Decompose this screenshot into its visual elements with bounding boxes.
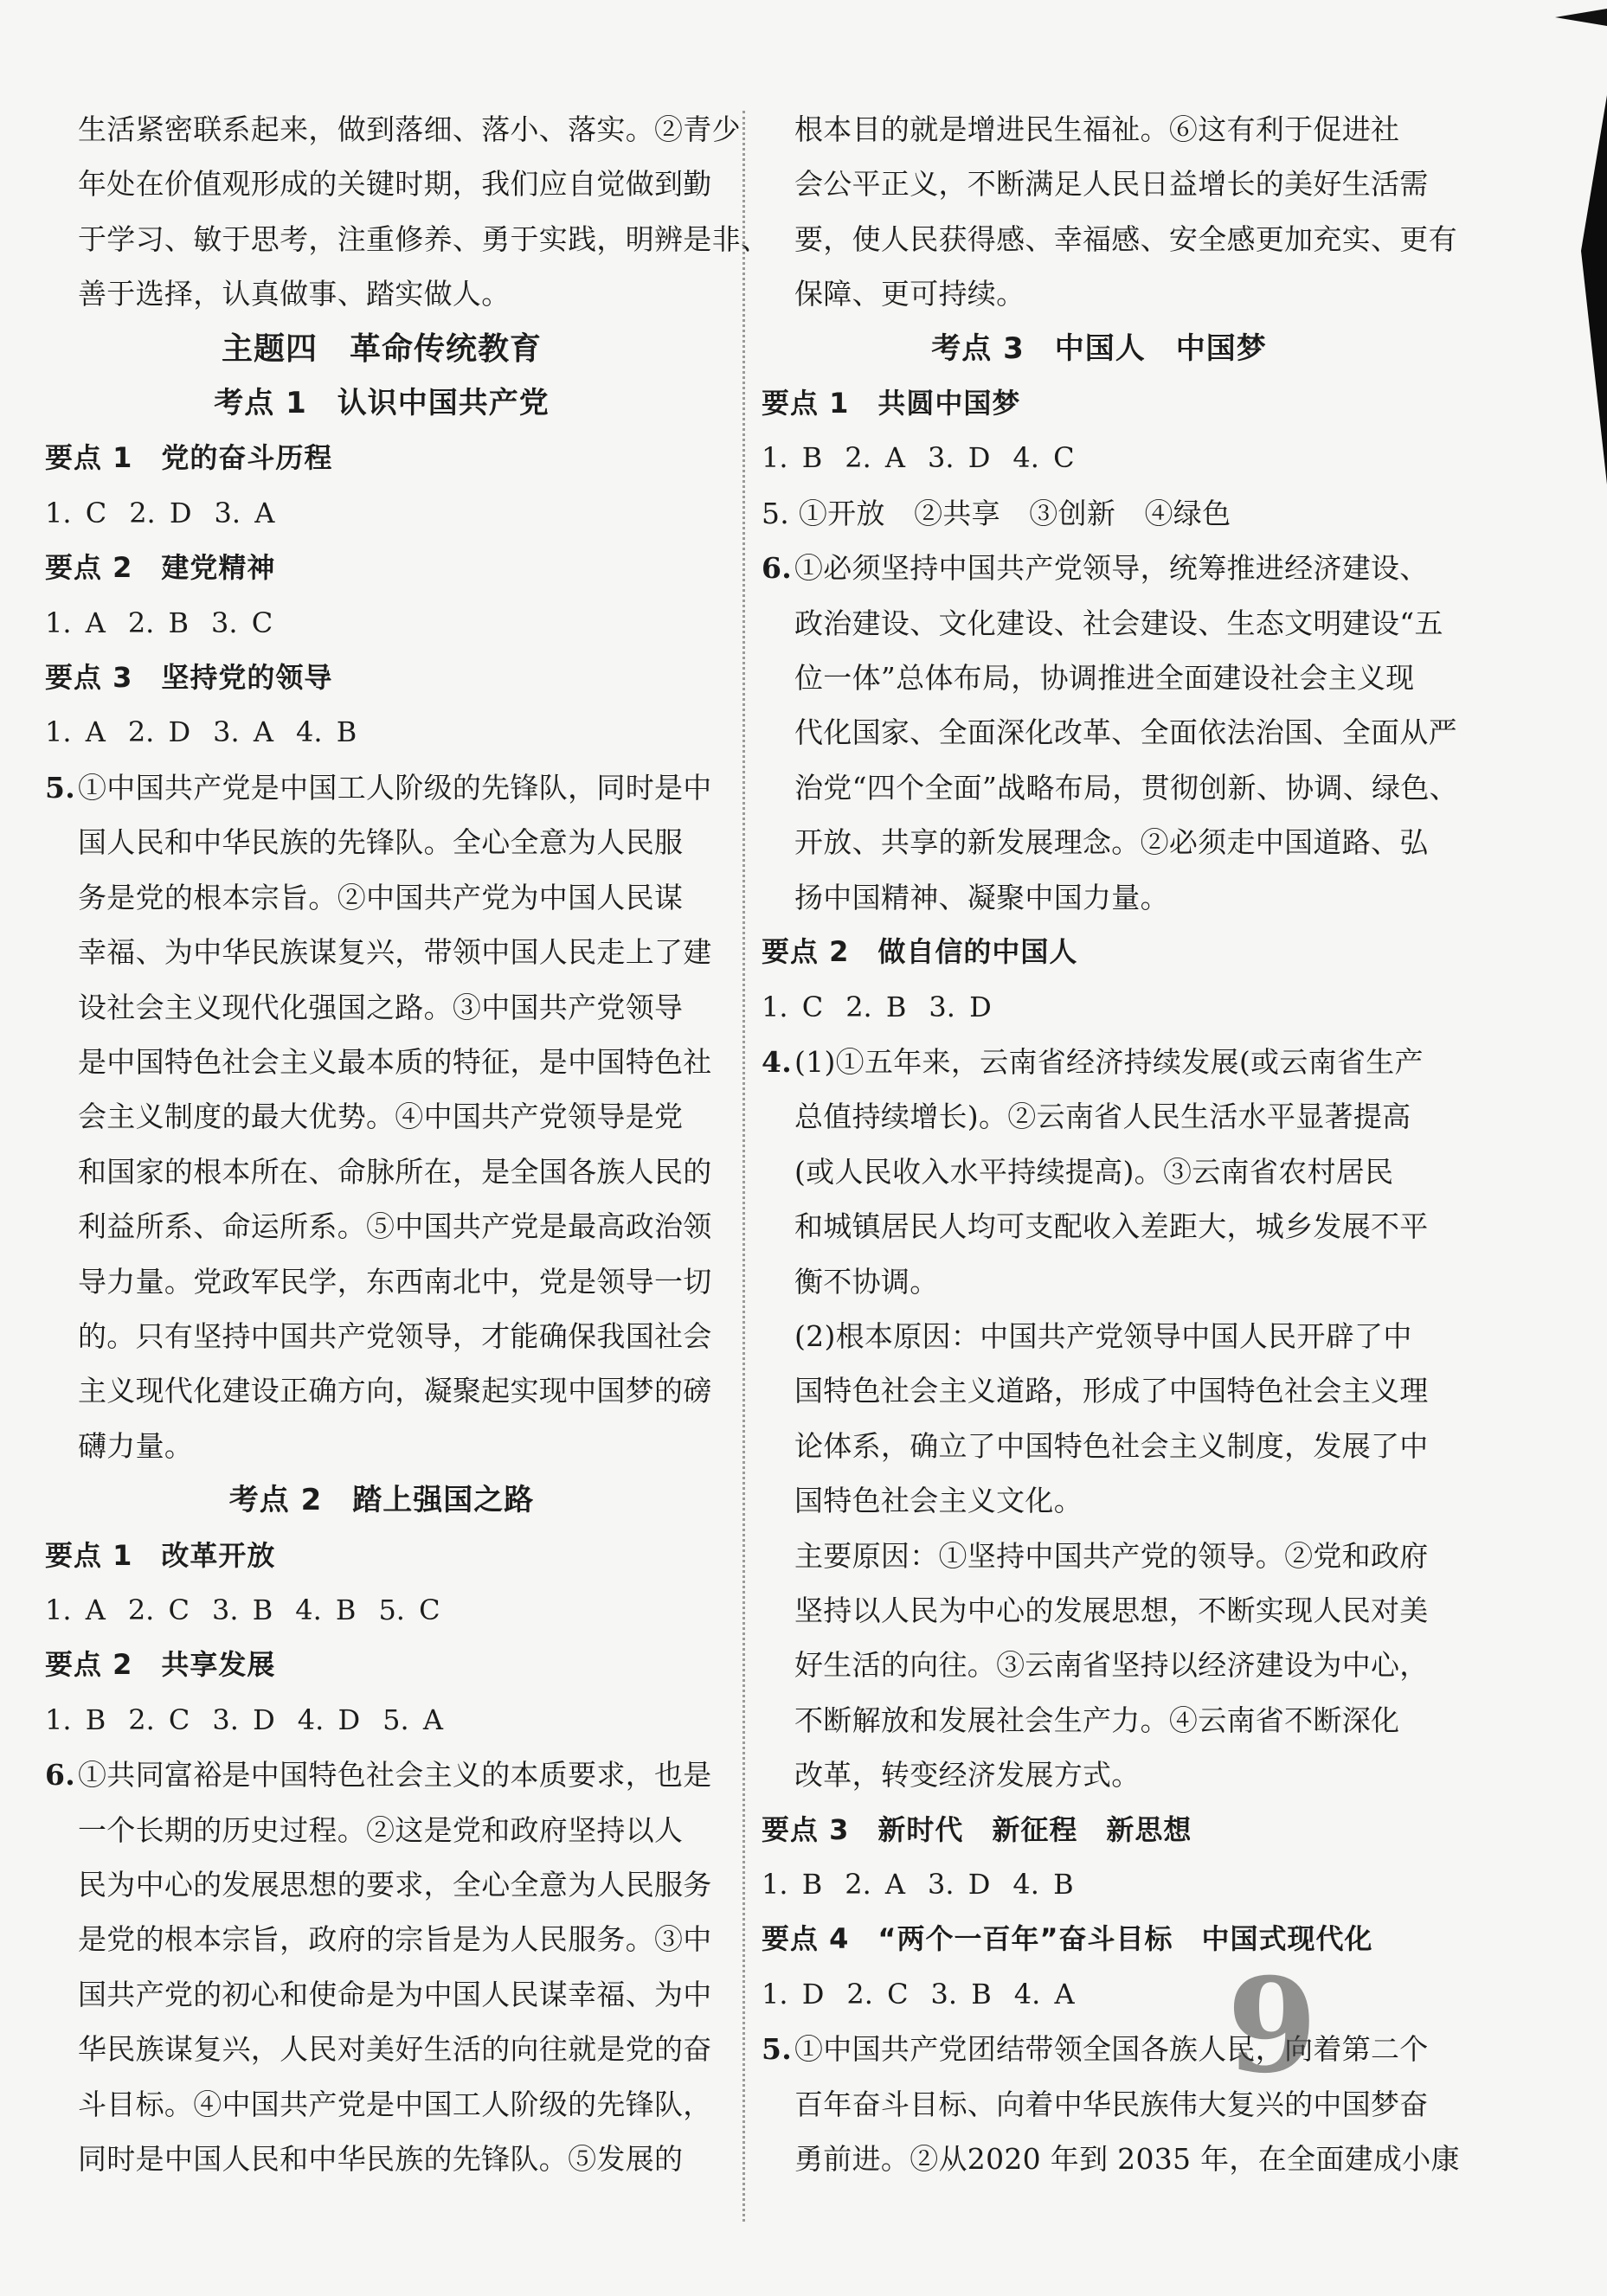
yaodian-title: 要点 2 做自信的中国人: [762, 935, 1078, 969]
question-4-answer: [762, 1035, 1437, 1803]
answer: 2. B: [127, 606, 190, 639]
answer-row: [45, 486, 718, 541]
text-line: 导力量。党政军民学，东西南北中，党是领导一切: [78, 1264, 712, 1299]
text-line: 论体系，确立了中国特色社会主义制度，发展了中: [794, 1428, 1429, 1463]
answer: 4. B: [1012, 1868, 1074, 1901]
answer: 1. B: [762, 441, 823, 475]
answer: 2. C: [127, 1593, 190, 1626]
text-line: 年处在价值观形成的关键时期，我们应自觉做到勤: [78, 167, 712, 202]
column-divider: [742, 111, 745, 2222]
text-line: 的。只有坚持中国共产党领导，才能确保我国社会: [78, 1318, 712, 1353]
text-line: 斗目标。④中国共产党是中国工人阶级的先锋队，: [78, 2087, 712, 2121]
yaodian-title: 要点 3 新时代 新征程 新思想: [762, 1812, 1192, 1846]
text-line: 国人民和中华民族的先锋队。全心全意为人民服: [78, 825, 684, 860]
answer: 4. A: [1013, 1977, 1075, 2011]
question-number: 6.: [45, 1758, 76, 1793]
text-line: 总值持续增长)。②云南省人民生活水平显著提高: [794, 1100, 1411, 1134]
kaodian-3-title: 考点 3 中国人 中国梦: [931, 330, 1267, 366]
text-line: ①中国共产党团结带领全国各族人民，向着第二个: [794, 2032, 1429, 2067]
text-line: 主义现代化建设正确方向，凝聚起实现中国梦的磅: [78, 1374, 712, 1408]
answer: 1. B: [762, 1868, 823, 1901]
question-5-answer: 5. ①开放 ②共享 ③创新 ④绿色: [762, 496, 1231, 530]
text-line: 务是党的根本宗旨。②中国共产党为中国人民谋: [78, 880, 684, 914]
text-line: 改革，转变经济发展方式。: [794, 1758, 1141, 1793]
text-line: 治党“四个全面”战略布局，贯彻创新、协调、绿色、: [794, 770, 1458, 805]
answer-row: [762, 980, 1437, 1035]
answer-row: [45, 1583, 718, 1638]
answer: 1. B: [45, 1703, 106, 1736]
text-line: 会公平正义，不断满足人民日益增长的美好生活需: [794, 167, 1429, 202]
text-line: 坚持以人民为中心的发展思想，不断实现人民对美: [794, 1593, 1429, 1627]
text-line: 于学习、敏于思考，注重修养、勇于实践，明辨是非、: [78, 221, 770, 256]
answer: 2. D: [129, 496, 192, 529]
answer: 1. D: [762, 1977, 825, 2011]
answer: 2. A: [845, 441, 906, 475]
answer: 2. C: [128, 1703, 190, 1736]
question-6-answer: [762, 541, 1458, 925]
text-line: 和国家的根本所在、命脉所在，是全国各族人民的: [78, 1154, 712, 1189]
text-line: 不断解放和发展社会生产力。④云南省不断深化: [794, 1703, 1400, 1737]
binding-edge-shadow: [1538, 0, 1607, 2296]
text-line: 善于选择，认真做事、踏实做人。: [78, 277, 511, 311]
answer: 2. D: [127, 715, 191, 749]
answer: 3. C: [211, 606, 273, 639]
answer: 3. D: [212, 1703, 275, 1736]
text-line: (或人民收入水平持续提高)。③云南省农村居民: [794, 1154, 1394, 1189]
text-line: 位一体”总体布局，协调推进全面建设社会主义现: [794, 661, 1415, 696]
text-line: 扬中国精神、凝聚中国力量。: [794, 880, 1169, 914]
yaodian-title: 要点 1 改革开放: [45, 1538, 276, 1572]
text-line: 勇前进。②从2020 年到 2035 年，在全面建成小康: [794, 2142, 1460, 2177]
question-6-answer: [45, 1748, 718, 2186]
right-intro: [762, 102, 1457, 322]
question-number: 5.: [762, 2032, 793, 2067]
yaodian-title: 要点 2 共享发展: [45, 1648, 276, 1682]
text-line: 代化国家、全面深化改革、全面依法治国、全面从严: [794, 715, 1457, 750]
text-line: 是党的根本宗旨，政府的宗旨是为人民服务。③中: [78, 1922, 712, 1957]
answer: 5. A: [382, 1703, 443, 1736]
answer: 1. A: [45, 715, 106, 749]
text-line: ①中国共产党是中国工人阶级的先锋队，同时是中: [78, 770, 712, 805]
text-line: 和城镇居民人均可支配收入差距大，城乡发展不平: [794, 1209, 1429, 1244]
kaodian-2-title: 考点 2 踏上强国之路: [228, 1483, 535, 1518]
text-line: 百年奋斗目标、向着中华民族伟大复兴的中国梦奋: [794, 2087, 1429, 2121]
answer: 5. C: [378, 1593, 440, 1626]
yaodian-title: 要点 1 党的奋斗历程: [45, 441, 333, 475]
answer: 2. B: [845, 990, 907, 1023]
text-line: 保障、更可持续。: [794, 277, 1025, 311]
answer: 1. C: [45, 496, 107, 529]
text-line: 是中国特色社会主义最本质的特征，是中国特色社: [78, 1044, 712, 1079]
text-line: 主要原因：①坚持中国共产党的领导。②党和政府: [794, 1538, 1429, 1573]
right-column: [762, 102, 1460, 2186]
yaodian-title: 要点 1 共圆中国梦: [762, 387, 1021, 420]
yaodian-title: 要点 3 坚持党的领导: [45, 661, 333, 695]
answer: 2. A: [845, 1868, 906, 1901]
text-line: 民为中心的发展思想的要求，全心全意为人民服务: [78, 1868, 712, 1902]
text-line: 国特色社会主义道路，形成了中国特色社会主义理: [794, 1374, 1429, 1408]
answer-row: [45, 705, 718, 760]
text-line: 幸福、为中华民族谋复兴，带领中国人民走上了建: [78, 935, 712, 970]
answer: 4. C: [1012, 441, 1075, 475]
question-number: 4.: [762, 1044, 793, 1079]
yaodian-title: 要点 2 建党精神: [45, 551, 276, 585]
text-line: 衡不协调。: [794, 1264, 939, 1299]
text-line: 国共产党的初心和使命是为中国人民谋幸福、为中: [78, 1977, 712, 2011]
text-line: 一个长期的历史过程。②这是党和政府坚持以人: [78, 1812, 684, 1847]
answer-row: [45, 1693, 718, 1748]
answer: 3. B: [930, 1977, 992, 2011]
answer: 3. D: [929, 990, 992, 1023]
text-line: 根本目的就是增进民生福祉。⑥这有利于促进社: [794, 112, 1400, 146]
text-line: (2)根本原因：中国共产党领导中国人民开辟了中: [794, 1318, 1412, 1353]
answer-row: [762, 431, 1437, 485]
text-line: 利益所系、命运所系。⑤中国共产党是最高政治领: [78, 1209, 712, 1244]
page-number: 9: [1226, 1950, 1318, 2102]
text-line: 华民族谋复兴，人民对美好生活的向往就是党的奋: [78, 2032, 712, 2067]
answer: 4. B: [295, 715, 357, 749]
answer: 3. D: [928, 441, 991, 475]
text-line: 同时是中国人民和中华民族的先锋队。⑤发展的: [78, 2142, 684, 2177]
answer: 4. D: [297, 1703, 361, 1736]
text-line: 好生活的向往。③云南省坚持以经济建设为中心，: [794, 1648, 1429, 1683]
answer: 3. A: [214, 496, 275, 529]
question-number: 6.: [762, 551, 793, 586]
answer: 3. A: [213, 715, 273, 749]
question-number: 5.: [45, 770, 76, 805]
answer-row: [45, 596, 718, 651]
question-5-answer: [762, 2022, 1460, 2186]
answer: 3. B: [212, 1593, 273, 1626]
text-line: (1)①五年来，云南省经济持续发展(或云南省生产: [794, 1044, 1424, 1079]
kaodian-1-title: 考点 1 认识中国共产党: [214, 386, 550, 421]
answer: 3. D: [928, 1868, 991, 1901]
answer: 1. C: [762, 990, 824, 1023]
left-intro: [45, 102, 770, 322]
answer: 2. C: [846, 1977, 909, 2011]
left-column: [45, 102, 770, 2186]
text-line: 要，使人民获得感、幸福感、安全感更加充实、更有: [794, 221, 1457, 256]
text-line: ①共同富裕是中国特色社会主义的本质要求，也是: [78, 1758, 712, 1793]
text-line: ①必须坚持中国共产党领导，统筹推进经济建设、: [794, 551, 1429, 586]
answer-row: [762, 1857, 1437, 1912]
answer: 1. A: [45, 606, 106, 639]
text-line: 政治建设、文化建设、社会建设、生态文明建设“五: [794, 606, 1443, 640]
text-line: 开放、共享的新发展理念。②必须走中国道路、弘: [794, 825, 1429, 860]
text-line: 设社会主义现代化强国之路。③中国共产党领导: [78, 990, 684, 1024]
theme-title: 主题四 革命传统教育: [221, 330, 542, 367]
question-5-answer: [45, 760, 718, 1473]
text-line: 会主义制度的最大优势。④中国共产党领导是党: [78, 1100, 684, 1134]
text-line: 生活紧密联系起来，做到落细、落小、落实。②青少: [78, 112, 741, 146]
text-line: 国特色社会主义文化。: [794, 1484, 1083, 1518]
answer: 4. B: [295, 1593, 357, 1626]
answer: 1. A: [45, 1593, 106, 1626]
answer-row: [762, 1967, 1437, 2022]
yaodian-title: 要点 4 “两个一百年”奋斗目标 中国式现代化: [762, 1922, 1373, 1956]
text-line: 礴力量。: [78, 1428, 194, 1463]
